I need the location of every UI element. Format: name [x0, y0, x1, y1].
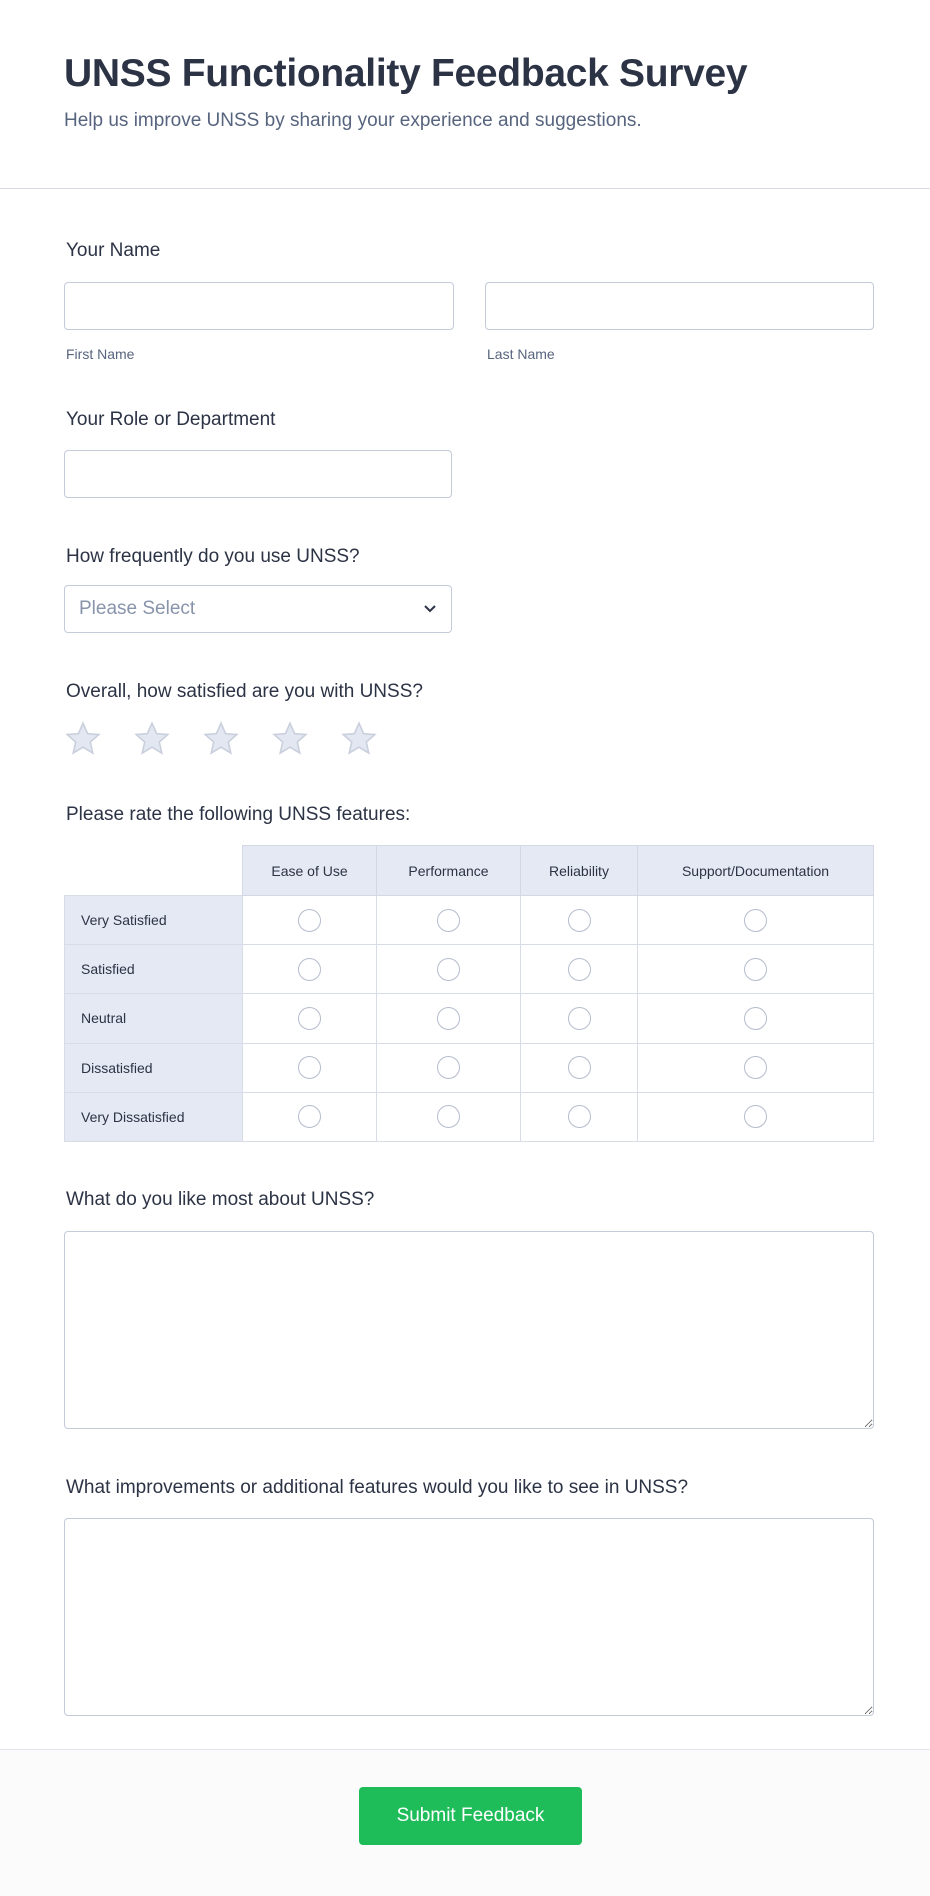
matrix-label: Please rate the following UNSS features:	[66, 804, 411, 825]
rating-radio[interactable]	[568, 909, 591, 932]
matrix-corner	[65, 846, 243, 896]
satisfaction-label: Overall, how satisfied are you with UNSS?	[66, 681, 423, 702]
matrix-cell	[638, 1092, 874, 1141]
first-name-input[interactable]	[64, 282, 454, 330]
matrix-cell	[377, 945, 521, 994]
star-icon[interactable]	[133, 720, 171, 758]
page-title: UNSS Functionality Feedback Survey	[64, 52, 748, 95]
row-label: Satisfied	[65, 945, 243, 994]
star-icon[interactable]	[271, 720, 309, 758]
column-header: Support/Documentation	[638, 846, 874, 896]
rating-radio[interactable]	[298, 1056, 321, 1079]
rating-radio[interactable]	[744, 1105, 767, 1128]
rating-radio[interactable]	[298, 1105, 321, 1128]
frequency-placeholder: Please Select	[79, 598, 196, 619]
last-name-input[interactable]	[485, 282, 874, 330]
rating-radio[interactable]	[298, 1007, 321, 1030]
rating-radio[interactable]	[568, 1007, 591, 1030]
matrix-cell	[377, 1043, 521, 1092]
rating-radio[interactable]	[437, 909, 460, 932]
matrix-cell	[243, 994, 377, 1043]
rating-radio[interactable]	[568, 958, 591, 981]
matrix-row	[65, 945, 874, 994]
name-label: Your Name	[66, 240, 161, 261]
rating-radio[interactable]	[568, 1056, 591, 1079]
rating-radio[interactable]	[744, 1007, 767, 1030]
row-label: Neutral	[65, 994, 243, 1043]
matrix-cell	[638, 1043, 874, 1092]
rating-radio[interactable]	[298, 909, 321, 932]
frequency-label: How frequently do you use UNSS?	[66, 546, 360, 567]
star-icon[interactable]	[340, 720, 378, 758]
frequency-select[interactable]	[64, 585, 452, 633]
last-name-sublabel: Last Name	[487, 346, 555, 362]
submit-button[interactable]: Submit Feedback	[359, 1787, 582, 1845]
row-label: Very Dissatisfied	[65, 1092, 243, 1141]
improve-label: What improvements or additional features would you like to see in UNSS?	[66, 1477, 689, 1498]
star-icon[interactable]	[64, 720, 102, 758]
matrix-cell	[521, 994, 638, 1043]
rating-radio[interactable]	[744, 909, 767, 932]
star-icon[interactable]	[202, 720, 240, 758]
matrix-cell	[377, 1092, 521, 1141]
like-textarea[interactable]	[64, 1231, 874, 1429]
page-subtitle: Help us improve UNSS by sharing your experience and suggestions.	[64, 110, 642, 131]
feature-rating-matrix	[64, 845, 874, 1142]
matrix-cell	[521, 945, 638, 994]
matrix-cell	[521, 1043, 638, 1092]
matrix-cell	[638, 896, 874, 945]
matrix-cell	[377, 896, 521, 945]
matrix-row	[65, 1092, 874, 1141]
rating-radio[interactable]	[298, 958, 321, 981]
matrix-cell	[638, 994, 874, 1043]
column-header: Performance	[377, 846, 521, 896]
rating-radio[interactable]	[437, 1105, 460, 1128]
star-rating	[64, 720, 378, 758]
row-label: Very Satisfied	[65, 896, 243, 945]
row-label: Dissatisfied	[65, 1043, 243, 1092]
column-header: Ease of Use	[243, 846, 377, 896]
matrix-header-row	[65, 846, 874, 896]
matrix-cell	[243, 896, 377, 945]
matrix-cell	[638, 945, 874, 994]
rating-radio[interactable]	[437, 1007, 460, 1030]
rating-radio[interactable]	[437, 1056, 460, 1079]
matrix-cell	[243, 1092, 377, 1141]
matrix-cell	[377, 994, 521, 1043]
matrix-cell	[521, 1092, 638, 1141]
like-label: What do you like most about UNSS?	[66, 1189, 375, 1210]
role-input[interactable]	[64, 450, 452, 498]
rating-radio[interactable]	[744, 958, 767, 981]
rating-radio[interactable]	[744, 1056, 767, 1079]
matrix-row	[65, 994, 874, 1043]
matrix-cell	[521, 896, 638, 945]
header-divider	[0, 188, 930, 189]
improve-textarea[interactable]	[64, 1518, 874, 1716]
chevron-down-icon	[423, 604, 437, 614]
rating-radio[interactable]	[568, 1105, 591, 1128]
first-name-sublabel: First Name	[66, 346, 135, 362]
column-header: Reliability	[521, 846, 638, 896]
matrix-row	[65, 1043, 874, 1092]
matrix-row	[65, 896, 874, 945]
role-label: Your Role or Department	[66, 409, 276, 430]
matrix-cell	[243, 945, 377, 994]
rating-radio[interactable]	[437, 958, 460, 981]
matrix-cell	[243, 1043, 377, 1092]
